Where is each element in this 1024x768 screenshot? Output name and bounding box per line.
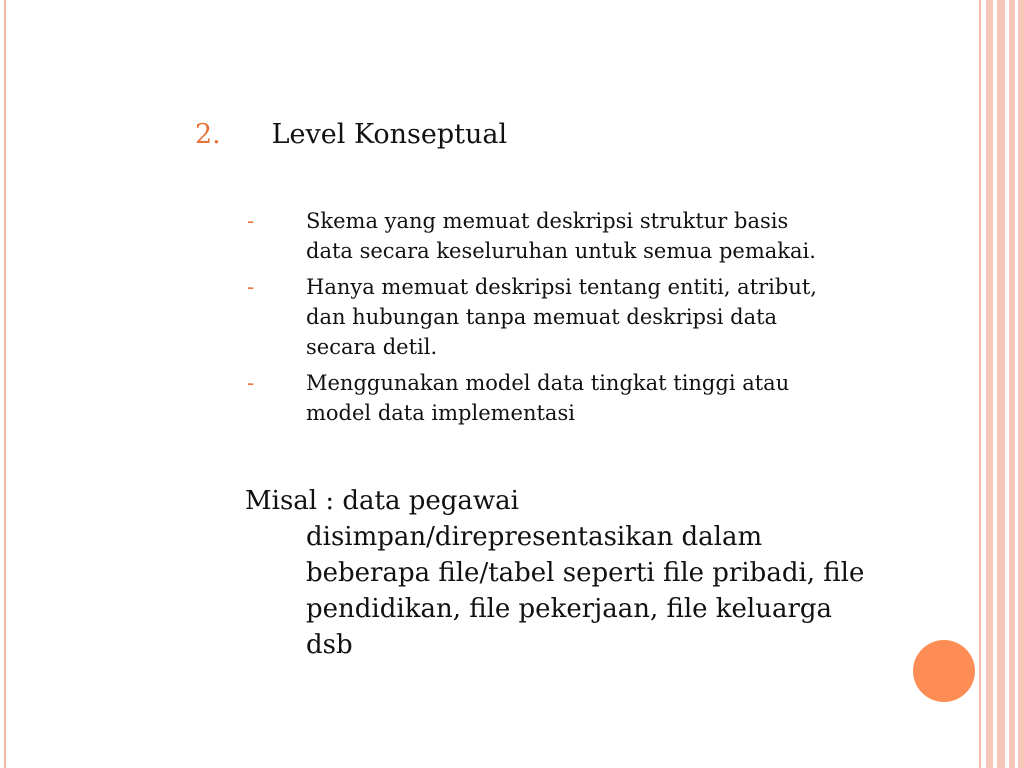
frame-stripe [1009,0,1015,768]
bullet-line: Hanya memuat deskripsi tentang entiti, atribut, [306,275,817,299]
frame-stripe [997,0,1005,768]
frame-stripe [986,0,993,768]
example-line: pendidikan, file pekerjaan, file keluarga [306,594,833,624]
bullet-line: dan hubungan tanpa memuat deskripsi data [306,305,778,329]
example-paragraph [245,483,975,663]
bullet-list [245,206,965,434]
example-line: beberapa file/tabel seperti file pribadi, file [306,558,865,588]
dash-icon: - [247,209,255,233]
frame-stripe [979,0,981,768]
bullet-line: secara detil. [306,335,438,359]
dash-icon: - [247,275,255,299]
example-line: disimpan/direpresentasikan dalam [306,522,763,552]
example-line: dsb [306,630,353,660]
bullet-line: Skema yang memuat deskripsi struktur basis [306,209,789,233]
frame-left-line [4,0,6,768]
bullet-item [245,272,965,362]
frame-stripe [1018,0,1024,768]
bullet-line: model data implementasi [306,401,575,425]
dash-icon: - [247,371,255,395]
bullet-item [245,206,965,266]
bullet-line: Menggunakan model data tingkat tinggi atau [306,371,790,395]
heading-number: 2. [195,119,221,150]
slide-heading [195,115,507,155]
example-line: Misal : data pegawai [245,486,519,516]
bullet-item [245,368,965,428]
heading-title: Level Konseptual [271,119,508,150]
bullet-line: data secara keseluruhan untuk semua pemakai. [306,239,816,263]
